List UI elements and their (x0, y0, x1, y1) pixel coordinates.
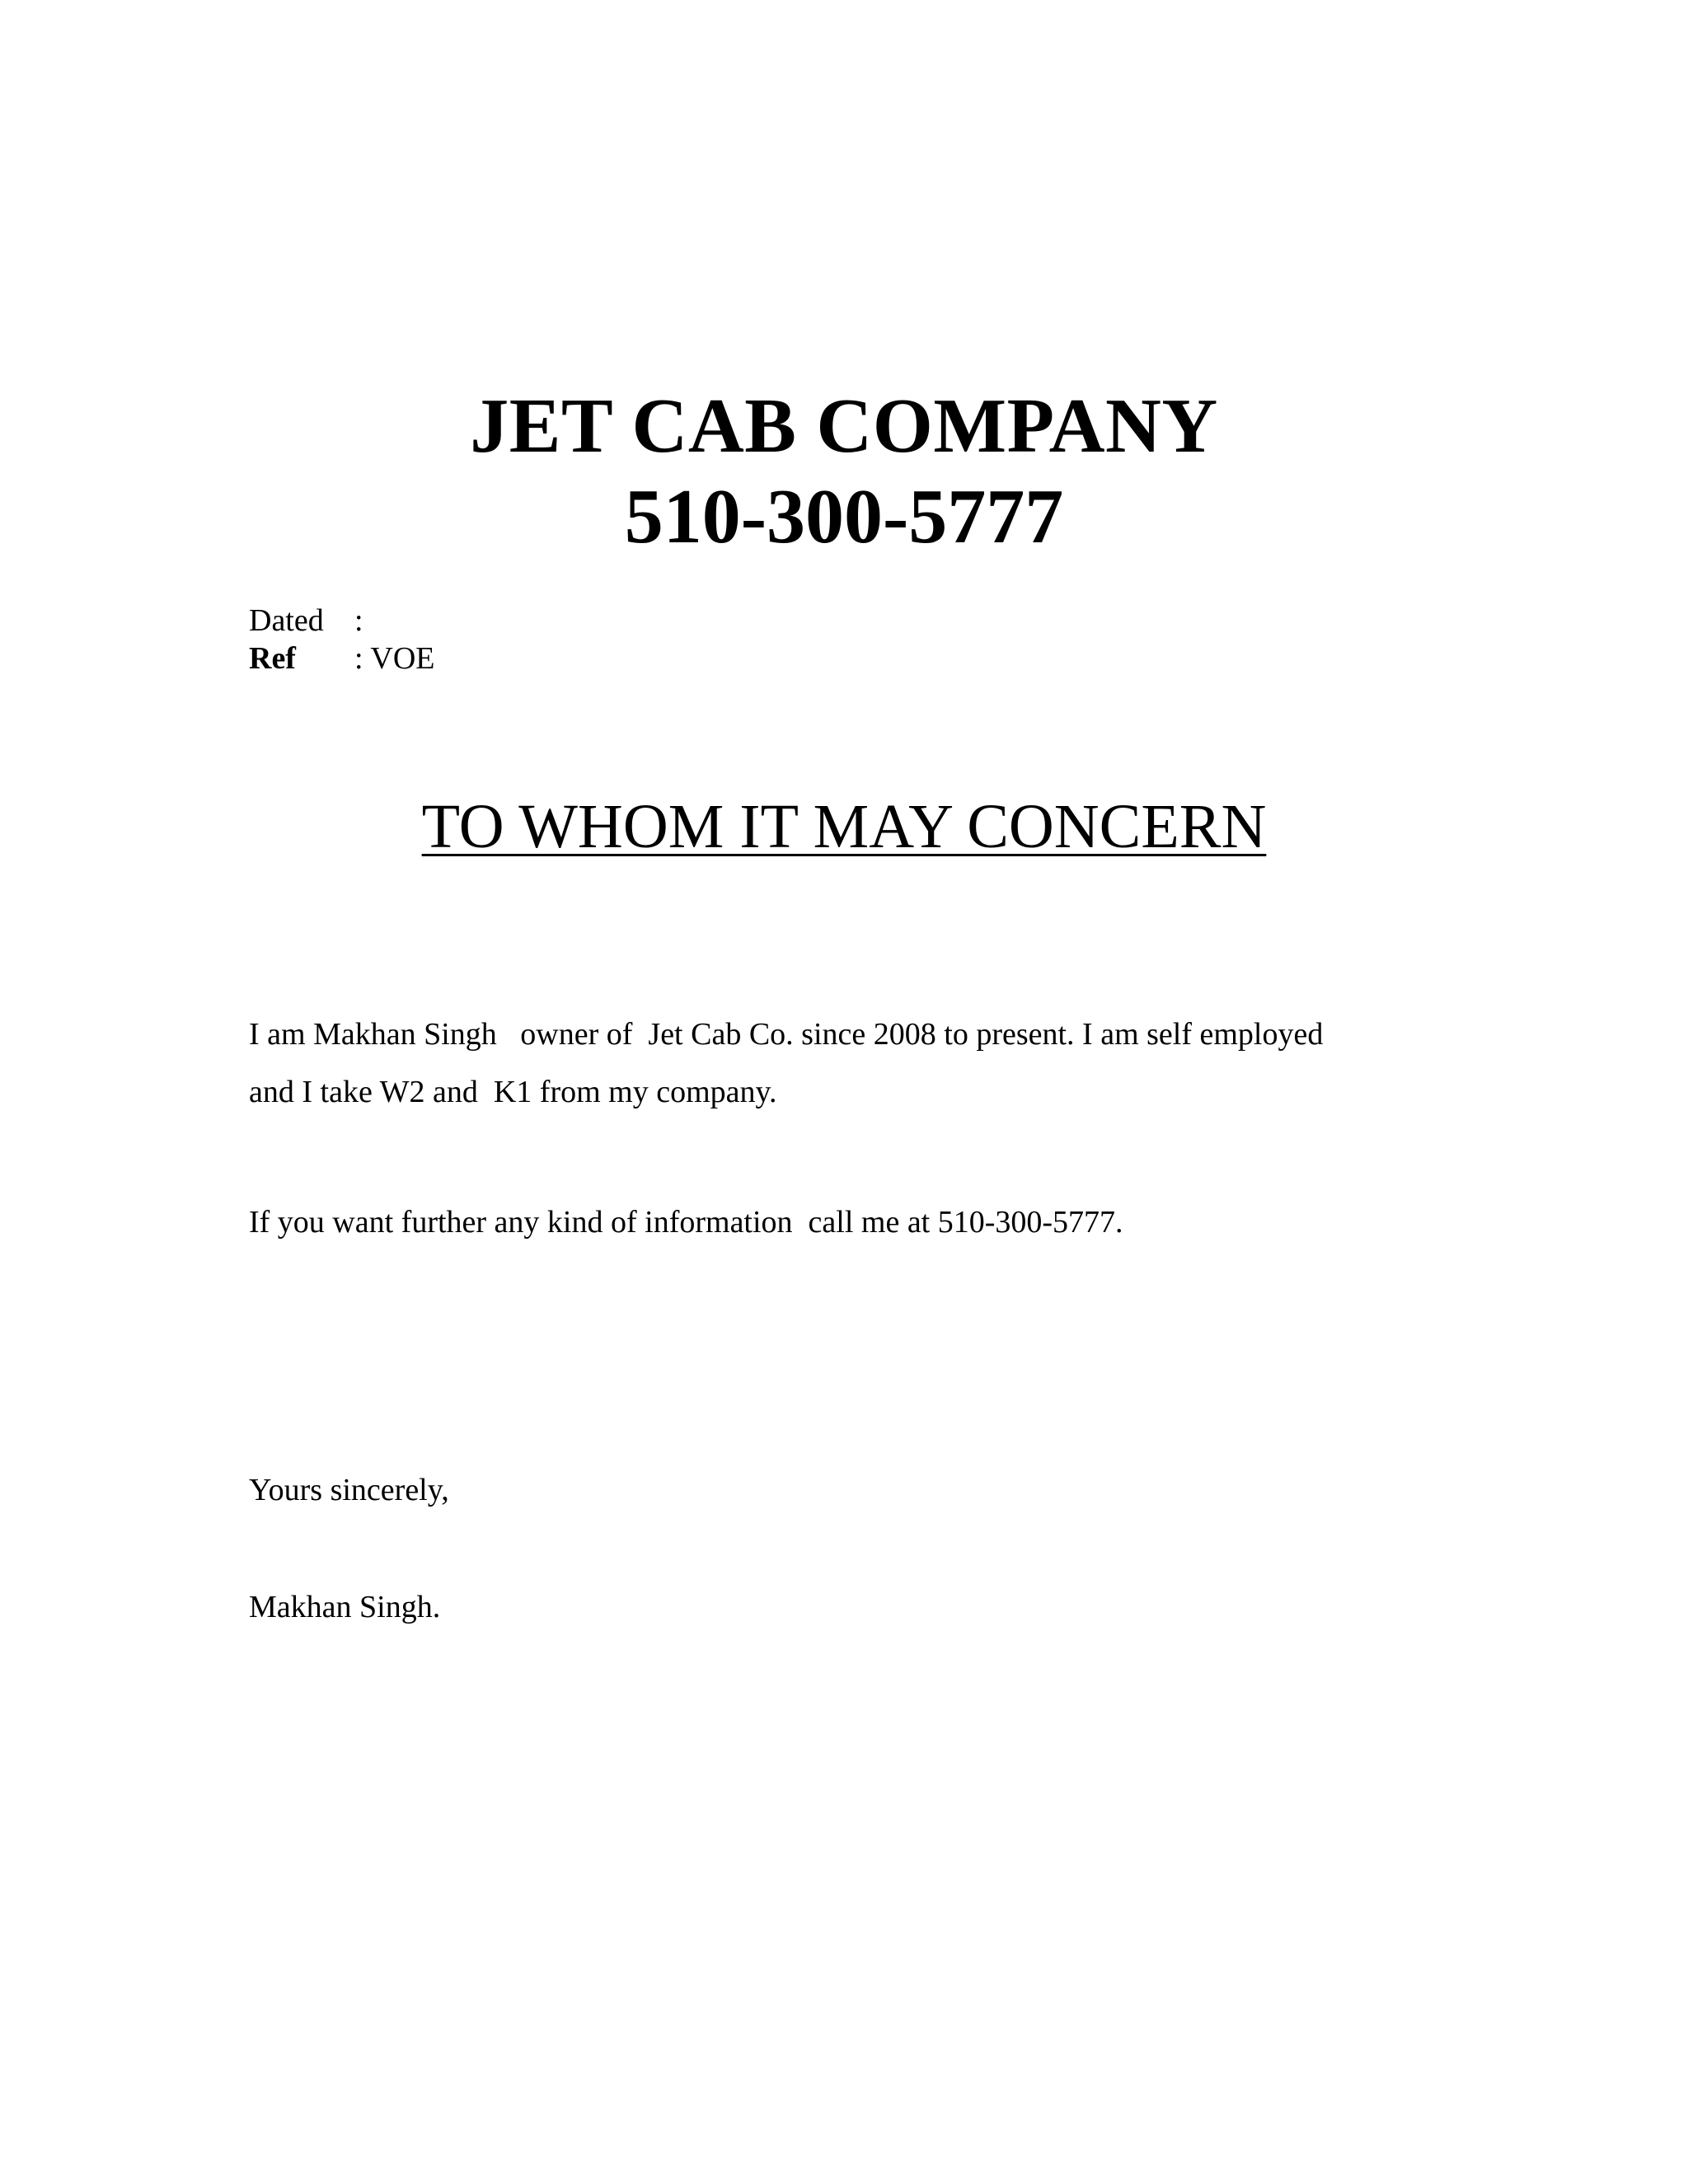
ref-value: : VOE (354, 641, 435, 676)
salutation-heading: TO WHOM IT MAY CONCERN (421, 792, 1267, 861)
closing-line: Yours sincerely, (249, 1473, 449, 1507)
paragraph-1-line-1: I am Makhan Singh owner of Jet Cab Co. since 2008 to present. I am self employed (249, 1017, 1324, 1052)
dated-label: Dated (249, 603, 324, 638)
body-paragraph-2: If you want further any kind of information call me at 510-300-5777. (249, 1205, 1123, 1240)
paragraph-1-line-2: and I take W2 and K1 from my company. (249, 1075, 777, 1109)
ref-row (249, 640, 434, 677)
letterhead (0, 381, 1688, 562)
ref-label: Ref (249, 641, 296, 676)
company-phone: 510-300-5777 (624, 474, 1064, 560)
dated-value: : (354, 603, 363, 638)
dated-row (249, 602, 434, 640)
body-paragraph-1 (249, 1005, 1485, 1121)
letter-meta (249, 602, 434, 677)
signature-name: Makhan Singh. (249, 1590, 441, 1624)
company-name: JET CAB COMPANY (470, 383, 1218, 469)
